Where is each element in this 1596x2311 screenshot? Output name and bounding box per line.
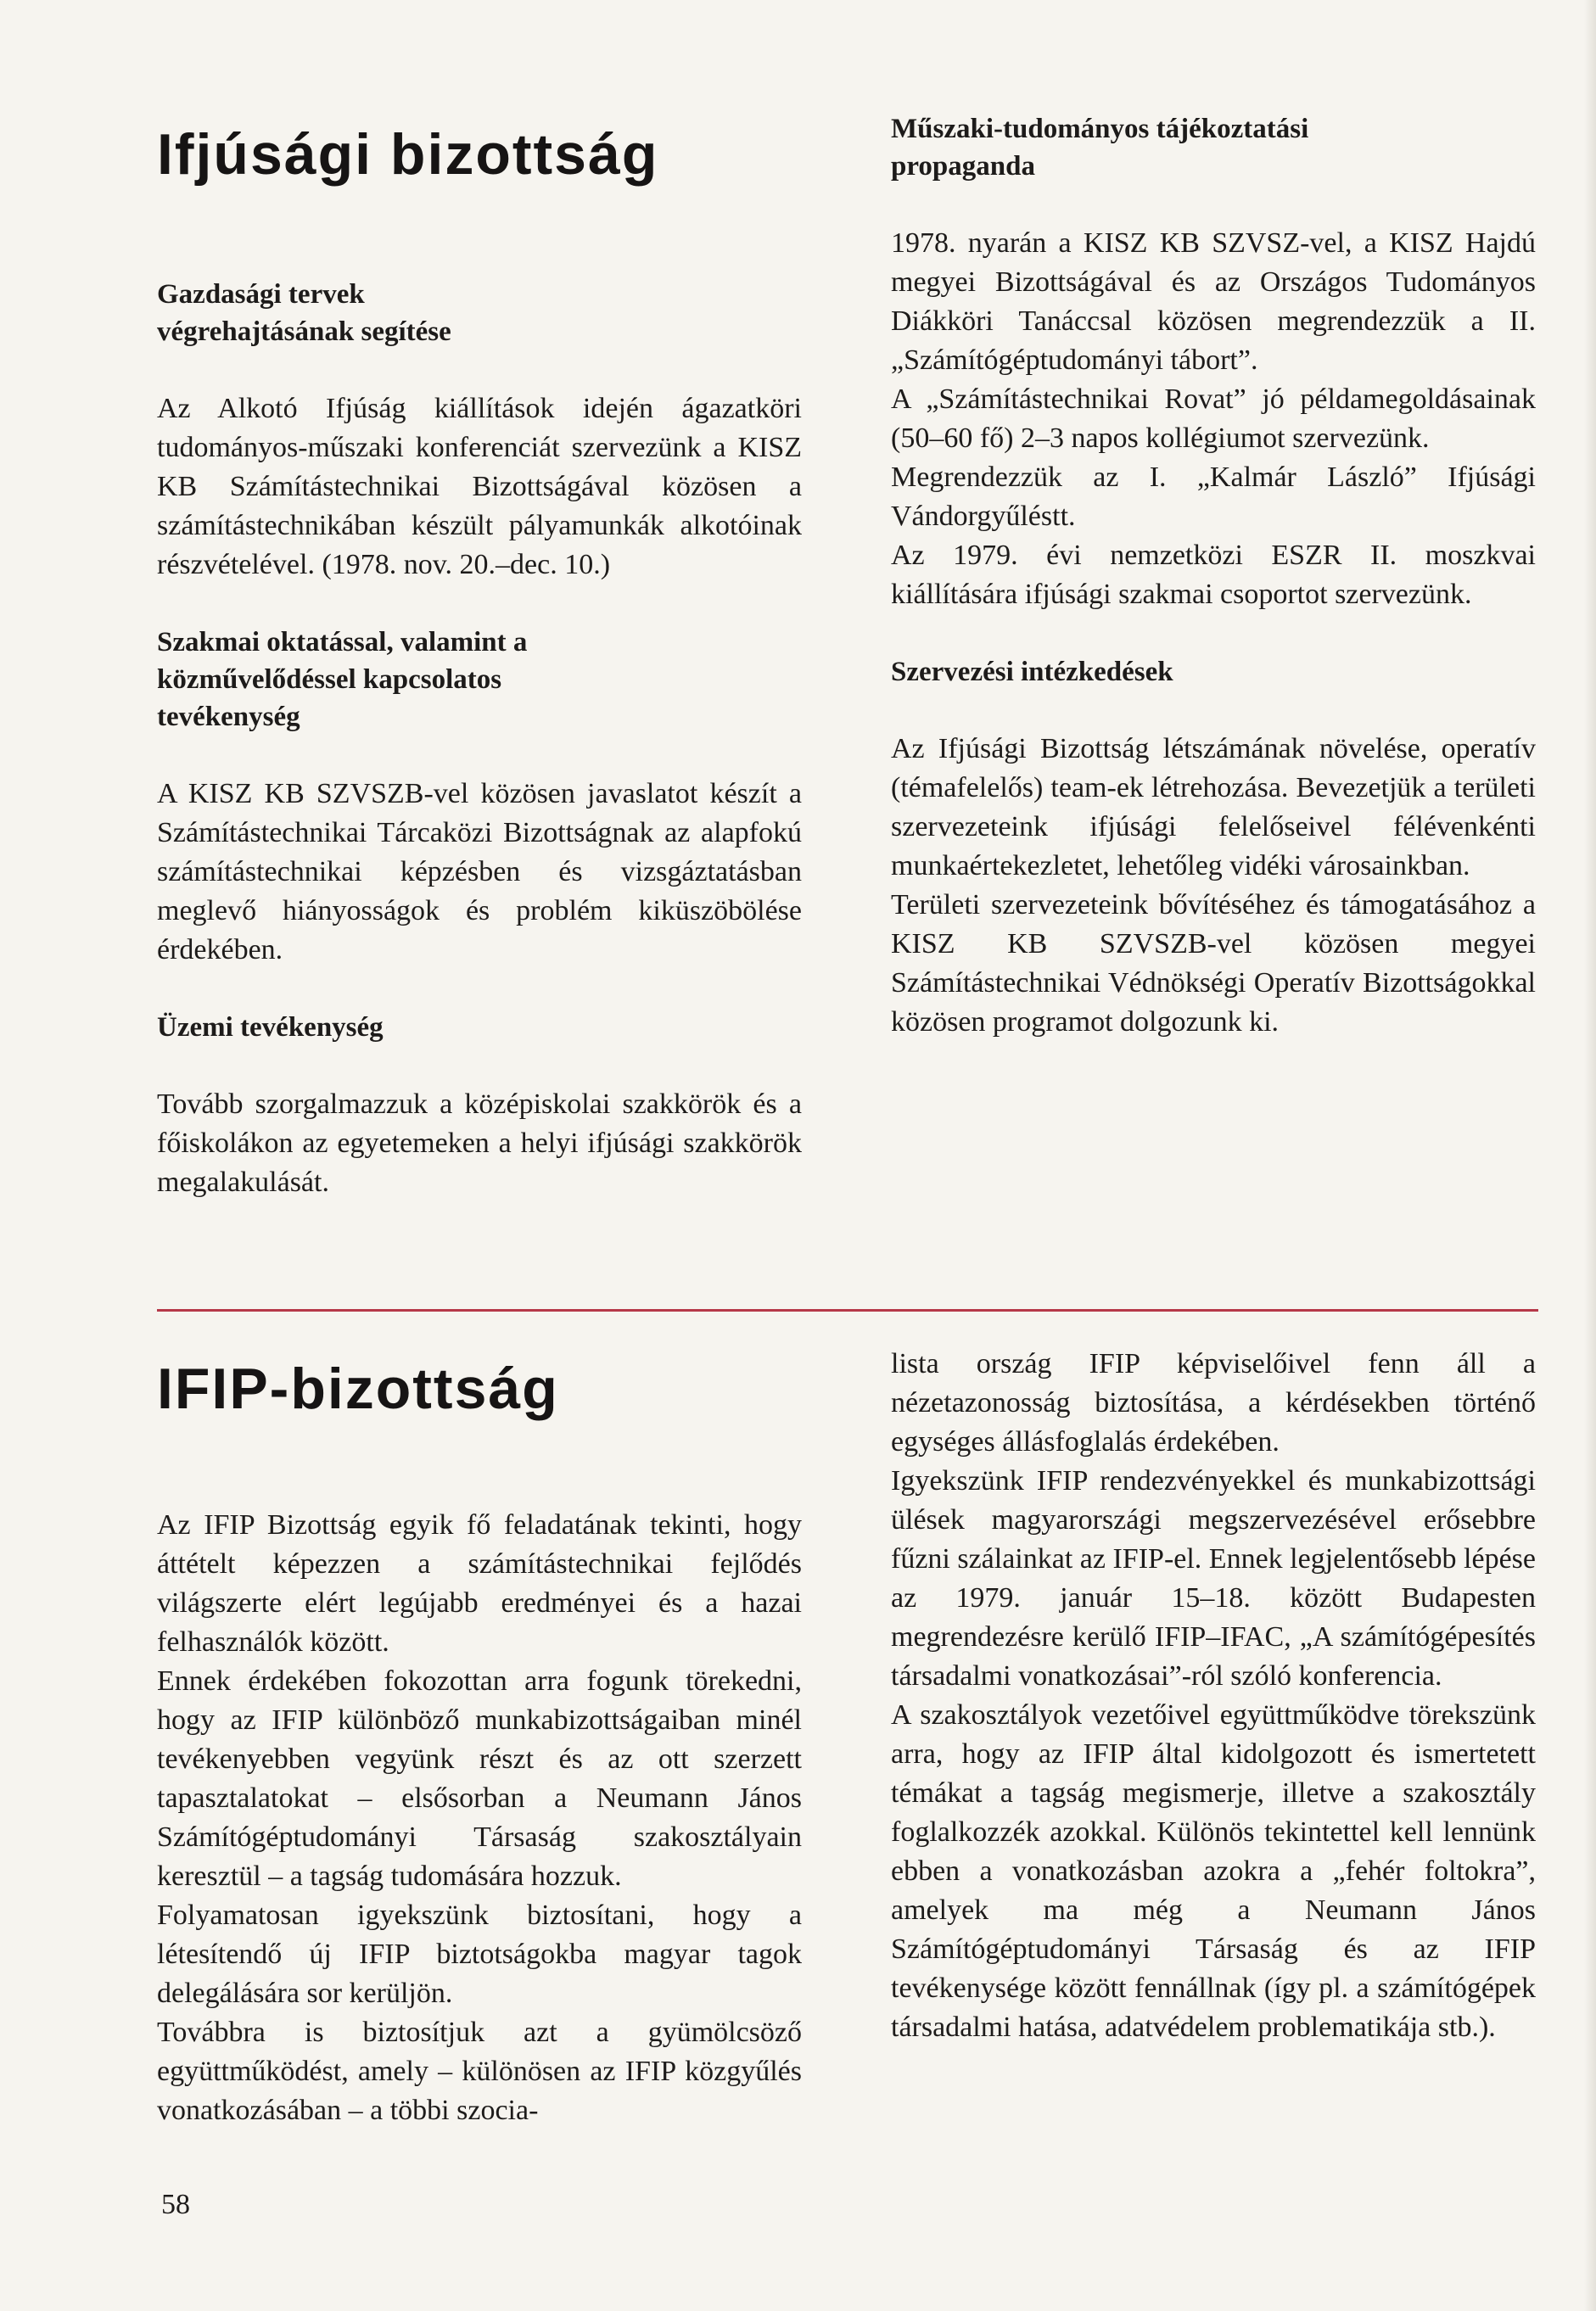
para-ifip-delegalas: Folyamatosan igyekszünk biztosítani, hogy a létesítendő új IFIP biztotságokba magyar tagok delegálására sor kerüljön. [157, 1900, 802, 2009]
para-rovat: A „Számítástechnikai Rovat” jó példamegoldásainak (50–60 fő) 2–3 napos kollégiumot szervezünk. [891, 383, 1536, 454]
section-title-ifjusagi: Ifjúsági bizottság [157, 122, 659, 187]
para-ifip-rendezvenyek: Igyekszünk IFIP rendezvényekkel és munkabizottsági ülések magyarországi megszervezésével erősebbre fűzni szálainkat az IFIP-el. Ennek legjelentősebb lépése az 1979. január 15–18. között Budapesten megrendezésre kerülő IFIP–IFAC, „A számítógépesítés társadalmi vonatkozásai”-ról szóló konferencia. [891, 1465, 1536, 1692]
para-eszr: Az 1979. évi nemzetközi ESZR II. moszkvai kiállítására ifjúsági szakmai csoportot szervezünk. [891, 540, 1536, 610]
subhead-szakmai-oktatas: Szakmai oktatással, valamint a közművelődéssel kapcsolatos tevékenység [157, 627, 528, 732]
para-ifip-feladat: Az IFIP Bizottság egyik fő feladatának tekinti, hogy áttételt képezzen a számítástechnikai fejlődés világszerte elért legújabb eredményei és a hazai felhasználók között. [157, 1509, 802, 1658]
section-title-ifip: IFIP-bizottság [157, 1357, 559, 1421]
para-alkoto-ifjusag: Az Alkotó Ifjúság kiállítások idején ágazatköri tudományos-műszaki konferenciát szervezünk a KISZ KB Számítástechnikai Bizottságával közösen a számítástechnikában készült pályamunkák alkotóinak részvételével. (1978. nov. 20.–dec. 10.) [157, 393, 802, 580]
ifip-right-column [891, 1345, 1536, 2047]
para-szakkorok: Tovább szorgalmazzuk a középiskolai szakkörök és a főiskolákon az egyetemeken a helyi ifjúsági szakkörök megalakulását. [157, 1088, 802, 1198]
para-1978-nyaran: 1978. nyarán a KISZ KB SZVSZ-vel, a KISZ Hajdú megyei Bizottságával és az Országos Tudományos Diákköri Tanáccsal közösen megrendezzük a II. „Számítógéptudományi tábort”. [891, 227, 1536, 376]
para-ifip-szakosztalyok: A szakosztályok vezetőivel együttműködve törekszünk arra, hogy az IFIP által kidolgozott és ismertetett témákat a tagság megismerje, illetve a szakosztály foglalkozzék azokkal. Különös tekintettel kell lennünk ebben a vonatkozásban azokra a „fehér foltokra”, amelyek ma még a Neumann János Számítógéptudományi Társaság és az IFIP tevékenysége között fennállnak (így pl. a számítógépek társadalmi hatása, adatvédelem problematikája stb.). [891, 1699, 1536, 2043]
para-teruleti: Területi szervezeteink bővítéséhez és támogatásához a KISZ KB SZVSZB-vel közösen megyei Számítástechnikai Védnökségi Operatív Bizottságokkal közösen programot dolgozunk ki. [891, 889, 1536, 1038]
subhead-uzemi: Üzemi tevékenység [157, 1012, 384, 1043]
subhead-gazdasagi: Gazdasági tervek végrehajtásának segítése [157, 279, 451, 347]
para-kalmar: Megrendezzük az I. „Kalmár László” Ifjúsági Vándorgyűléstt. [891, 462, 1536, 532]
section-divider [157, 1309, 1538, 1312]
page-edge [1584, 0, 1596, 2311]
page-number: 58 [161, 2189, 190, 2220]
ifjusag-right-column [891, 110, 1536, 1042]
para-ifip-lista: lista ország IFIP képviselőivel fenn áll a nézetazonosság biztosítása, a kérdésekben történő egységes állásfoglalás érdekében. [891, 1348, 1536, 1458]
ifjusag-left-column [157, 276, 802, 1202]
ifip-left-column [157, 1506, 802, 2130]
subhead-szervezesi: Szervezési intézkedések [891, 657, 1173, 687]
para-ifip-torekedni: Ennek érdekében fokozottan arra fogunk törekedni, hogy az IFIP különböző munkabizottságaiban minél tevékenyebben vegyünk részt és az ott szerzett tapasztalatokat – elsősorban a Neumann János Számítógéptudományi Társaság szakosztályain keresztül – a tagság tudomására hozzuk. [157, 1665, 802, 1892]
para-kisz-kb: A KISZ KB SZVSZB-vel közösen javaslatot készít a Számítástechnikai Tárcaközi Bizottságnak az alapfokú számítástechnikai képzésben és vizsgáztatásban meglevő hiányosságok és problém kiküszöbölése érdekében. [157, 778, 802, 965]
subhead-muszaki-propaganda: Műszaki-tudományos tájékoztatási propaganda [891, 114, 1309, 182]
para-letszam: Az Ifjúsági Bizottság létszámának növelése, operatív (témafelelős) team-ek létrehozása. Bevezetjük a területi szervezeteink ifjúsági felelőseivel félévenkénti munkaértekezletet, lehetőleg vidéki városainkban. [891, 733, 1536, 881]
para-ifip-egyuttmukodes: Továbbra is biztosítjuk azt a gyümölcsöző együttműködést, amely – különösen az IFIP közgyűlés vonatkozásában – a többi szocia- [157, 2017, 802, 2126]
